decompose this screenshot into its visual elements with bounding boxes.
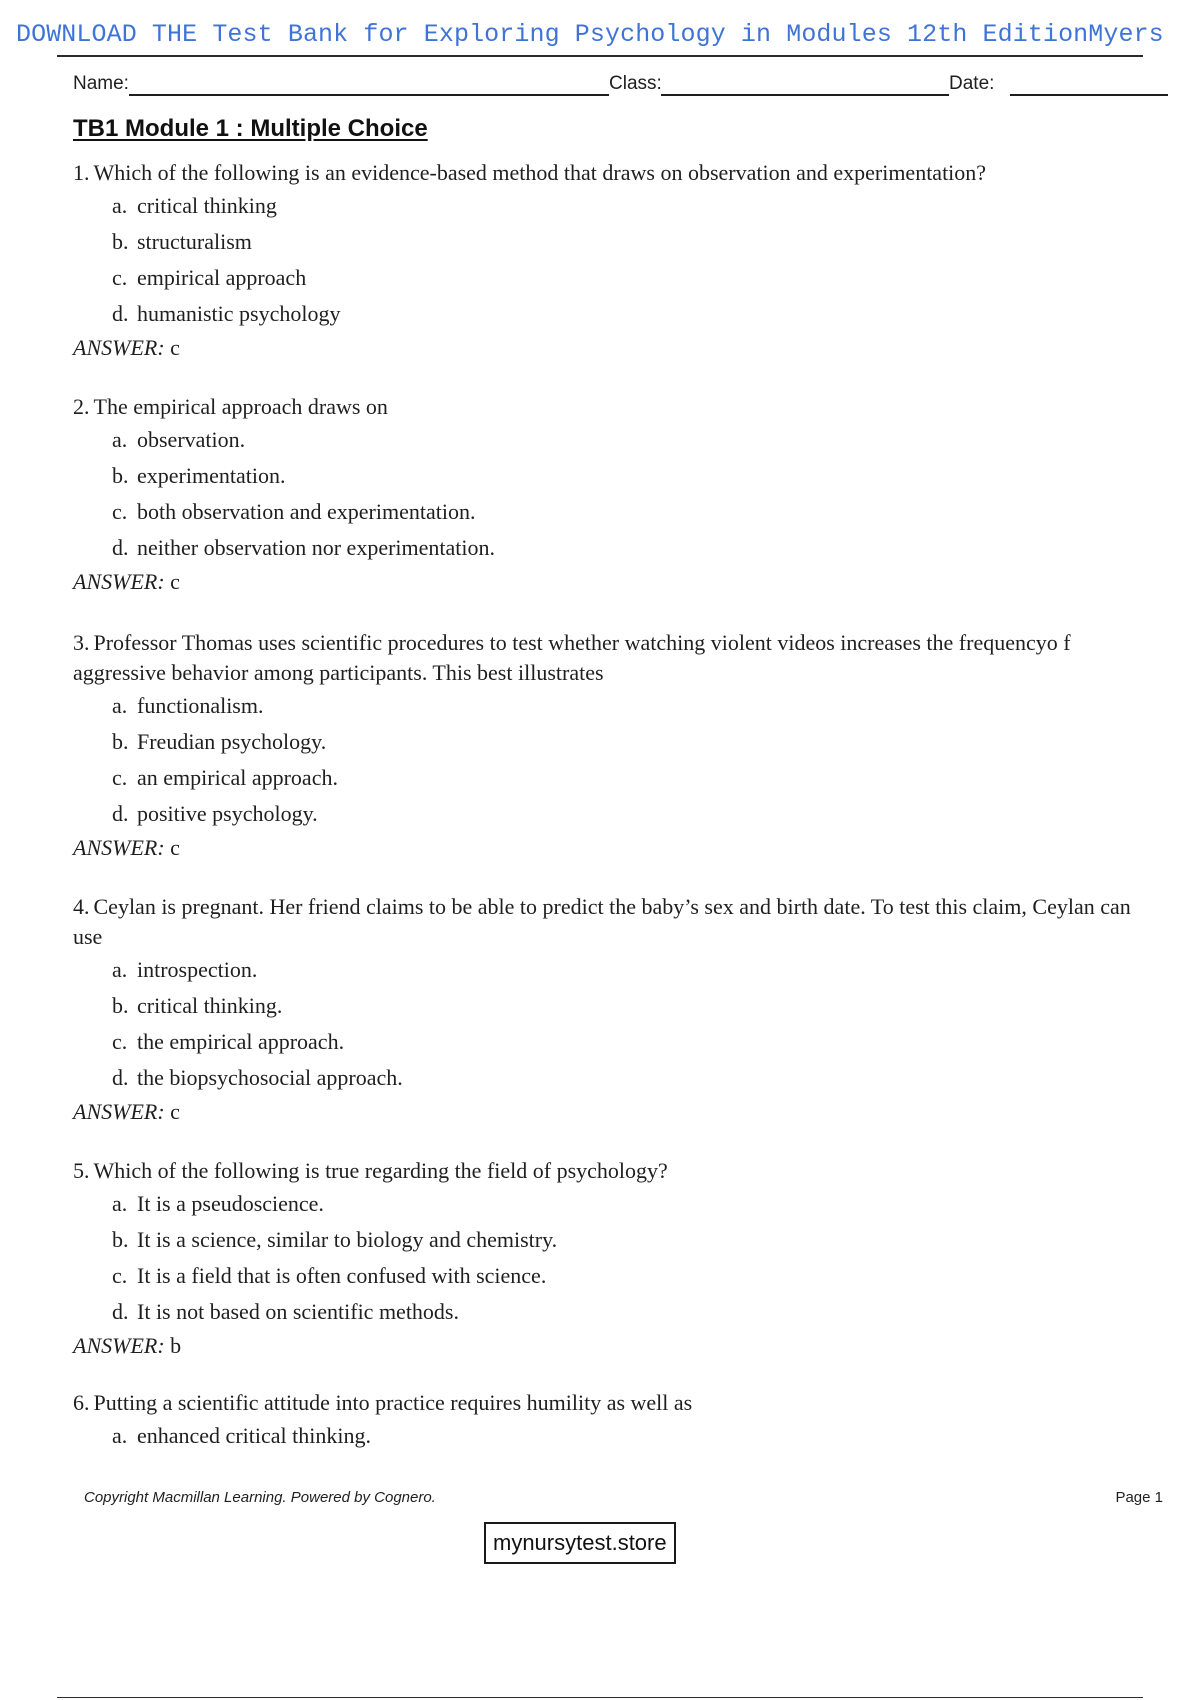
student-info-fields xyxy=(73,73,1168,97)
option-letter: a. xyxy=(112,427,128,452)
option-a xyxy=(112,422,1153,458)
answer-label: ANSWER: xyxy=(73,835,165,860)
question-text: Which of the following is true regarding the field of psychology? xyxy=(93,1158,668,1183)
option-list xyxy=(112,188,1153,332)
name-label: Name: xyxy=(73,73,129,94)
option-letter: c. xyxy=(112,1029,128,1054)
question-text: The empirical approach draws on xyxy=(93,394,388,419)
option-b xyxy=(112,458,1153,494)
option-letter: c. xyxy=(112,265,128,290)
answer-value: c xyxy=(170,569,180,594)
option-letter: b. xyxy=(112,463,129,488)
question-stem xyxy=(73,1156,1153,1186)
option-d xyxy=(112,530,1153,566)
question-4 xyxy=(73,892,1153,1127)
question-3 xyxy=(73,628,1153,863)
question-1 xyxy=(73,158,1153,363)
class-label: Class: xyxy=(609,73,662,94)
answer-value: c xyxy=(170,335,180,360)
option-letter: a. xyxy=(112,693,128,718)
option-c xyxy=(112,494,1153,530)
question-stem xyxy=(73,392,1153,422)
question-number: 2. xyxy=(73,394,90,419)
option-text: introspection. xyxy=(137,957,258,982)
question-stem xyxy=(73,628,1153,688)
copyright-notice: Copyright Macmillan Learning. Powered by Cognero. xyxy=(84,1489,436,1506)
option-list xyxy=(112,952,1153,1096)
question-stem xyxy=(73,892,1153,952)
date-label: Date: xyxy=(949,73,995,94)
option-text: positive psychology. xyxy=(137,801,318,826)
answer-label: ANSWER: xyxy=(73,335,165,360)
option-text: observation. xyxy=(137,427,246,452)
option-d xyxy=(112,296,1153,332)
option-text: critical thinking xyxy=(137,193,277,218)
question-2 xyxy=(73,392,1153,597)
option-d xyxy=(112,796,1153,832)
option-letter: a. xyxy=(112,957,128,982)
option-text: humanistic psychology xyxy=(137,301,341,326)
option-letter: d. xyxy=(112,535,129,560)
option-a xyxy=(112,1418,1153,1454)
option-letter: d. xyxy=(112,1299,129,1324)
option-list xyxy=(112,1418,1153,1454)
download-banner: DOWNLOAD THE Test Bank for Exploring Psychology in Modules 12th EditionMyers xyxy=(16,20,1164,49)
option-b xyxy=(112,988,1153,1024)
answer-value: b xyxy=(170,1333,182,1358)
option-b xyxy=(112,724,1153,760)
answer-value: c xyxy=(170,1099,180,1124)
option-text: neither observation nor experimentation. xyxy=(137,535,495,560)
option-text: structuralism xyxy=(137,229,252,254)
option-letter: c. xyxy=(112,765,128,790)
answer-label: ANSWER: xyxy=(73,1333,165,1358)
answer-line xyxy=(73,833,1153,863)
option-text: critical thinking. xyxy=(137,993,283,1018)
option-letter: d. xyxy=(112,801,129,826)
answer-line xyxy=(73,567,1153,597)
option-text: functionalism. xyxy=(137,693,264,718)
option-d xyxy=(112,1294,1153,1330)
question-stem xyxy=(73,1388,1153,1418)
option-list xyxy=(112,688,1153,832)
option-b xyxy=(112,224,1153,260)
question-number: 5. xyxy=(73,1158,90,1183)
option-letter: a. xyxy=(112,1191,128,1216)
option-a xyxy=(112,688,1153,724)
option-letter: c. xyxy=(112,1263,128,1288)
option-c xyxy=(112,760,1153,796)
option-text: It is a pseudoscience. xyxy=(137,1191,324,1216)
option-text: the biopsychosocial approach. xyxy=(137,1065,403,1090)
option-letter: c. xyxy=(112,499,128,524)
option-letter: b. xyxy=(112,229,129,254)
answer-value: c xyxy=(170,835,180,860)
option-text: It is a field that is often confused with science. xyxy=(137,1263,547,1288)
option-text: experimentation. xyxy=(137,463,286,488)
question-number: 4. xyxy=(73,894,90,919)
option-letter: b. xyxy=(112,729,129,754)
question-6 xyxy=(73,1388,1153,1454)
answer-line xyxy=(73,1097,1153,1127)
option-text: It is a science, similar to biology and chemistry. xyxy=(137,1227,558,1252)
answer-label: ANSWER: xyxy=(73,569,165,594)
section-title: TB1 Module 1 : Multiple Choice xyxy=(73,115,428,142)
option-list xyxy=(112,1186,1153,1330)
page-number: Page 1 xyxy=(1115,1489,1163,1506)
footer-divider xyxy=(57,1697,1143,1698)
option-text: empirical approach xyxy=(137,265,307,290)
question-number: 3. xyxy=(73,630,90,655)
option-d xyxy=(112,1060,1153,1096)
question-5 xyxy=(73,1156,1153,1361)
option-list xyxy=(112,422,1153,566)
option-letter: b. xyxy=(112,1227,129,1252)
option-c xyxy=(112,260,1153,296)
answer-label: ANSWER: xyxy=(73,1099,165,1124)
name-blank-line xyxy=(129,94,609,96)
option-text: Freudian psychology. xyxy=(137,729,327,754)
option-letter: b. xyxy=(112,993,129,1018)
question-text: Putting a scientific attitude into practice requires humility as well as xyxy=(93,1390,693,1415)
class-blank-line xyxy=(661,94,949,96)
header-divider xyxy=(57,55,1143,57)
option-letter: d. xyxy=(112,1065,129,1090)
option-text: an empirical approach. xyxy=(137,765,338,790)
option-letter: d. xyxy=(112,301,129,326)
date-blank-line xyxy=(1010,94,1168,96)
option-text: It is not based on scientific methods. xyxy=(137,1299,459,1324)
option-c xyxy=(112,1024,1153,1060)
option-text: the empirical approach. xyxy=(137,1029,345,1054)
option-a xyxy=(112,1186,1153,1222)
option-a xyxy=(112,188,1153,224)
option-text: enhanced critical thinking. xyxy=(137,1423,371,1448)
option-letter: a. xyxy=(112,193,128,218)
question-text: Professor Thomas uses scientific procedures to test whether watching violent videos increases the frequencyo f aggressive behavior among participants. This best illustrates xyxy=(73,630,1071,685)
question-number: 1. xyxy=(73,160,90,185)
answer-line xyxy=(73,333,1153,363)
question-number: 6. xyxy=(73,1390,90,1415)
option-a xyxy=(112,952,1153,988)
answer-line xyxy=(73,1331,1153,1361)
option-letter: a. xyxy=(112,1423,128,1448)
option-text: both observation and experimentation. xyxy=(137,499,476,524)
question-text: Ceylan is pregnant. Her friend claims to be able to predict the baby’s sex and birth date. To test this claim, Ceylan can use xyxy=(73,894,1131,949)
question-text: Which of the following is an evidence-based method that draws on observation and experimentation? xyxy=(93,160,987,185)
option-b xyxy=(112,1222,1153,1258)
website-link[interactable]: mynursytest.store xyxy=(484,1522,676,1564)
option-c xyxy=(112,1258,1153,1294)
question-stem xyxy=(73,158,1153,188)
